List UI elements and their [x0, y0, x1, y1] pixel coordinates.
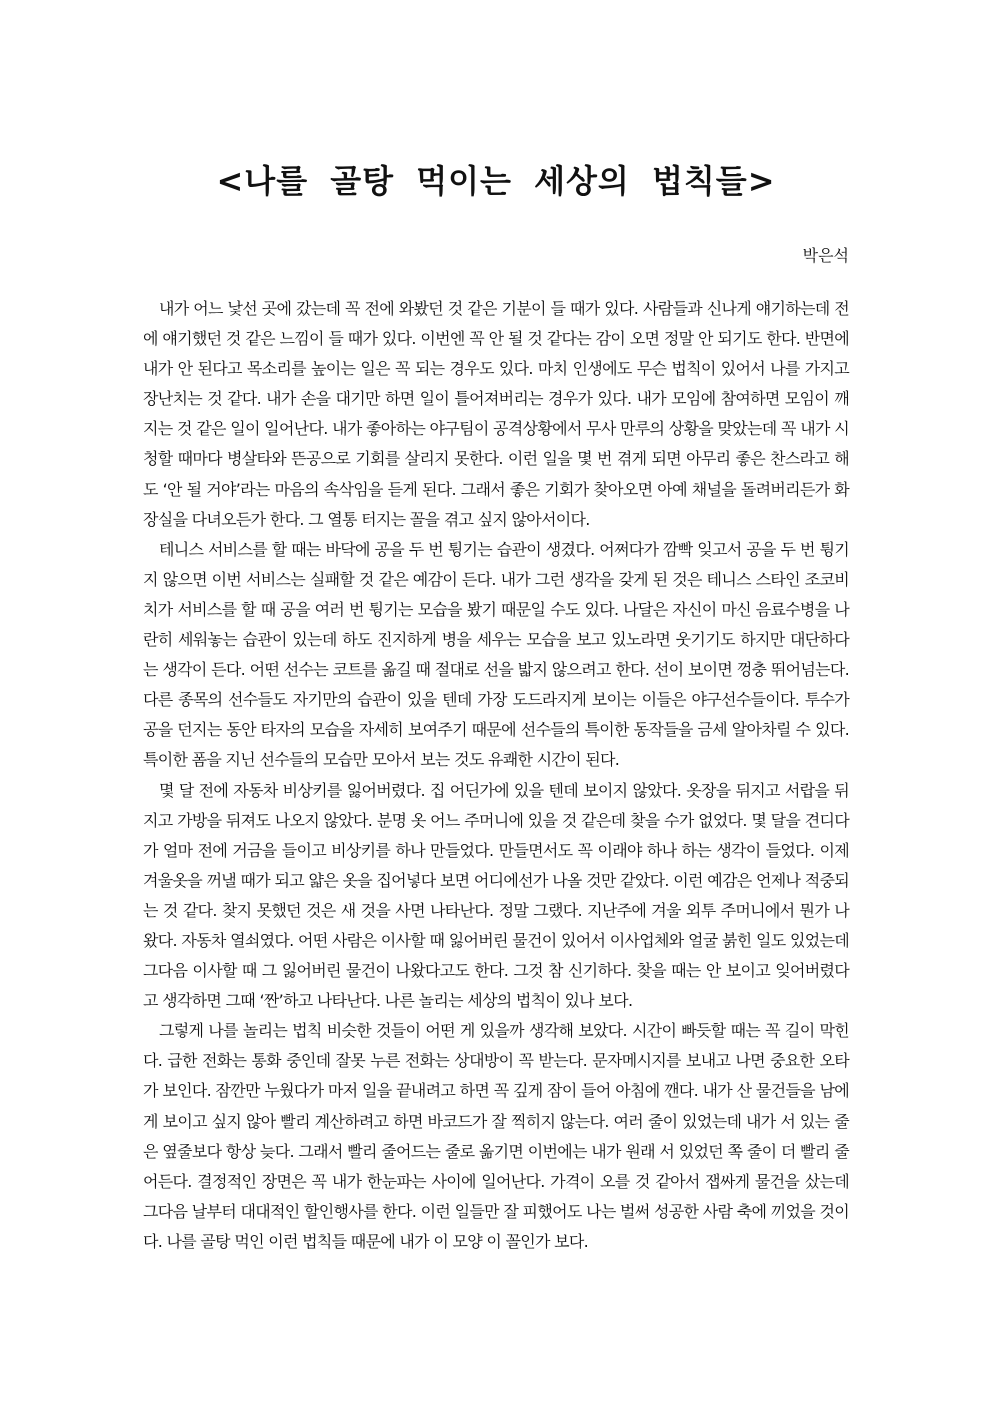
paragraph: 그렇게 나를 놀리는 법칙 비슷한 것들이 어떤 게 있을까 생각해 보았다. 시간이 빠듯할 때는 꼭 길이 막힌다. 급한 전화는 통화 중인데 잘못 누른 전화는 상대방이 꼭 받는다. 문자메시지를 보내고 나면 중요한 오타가 보인다. 잠깐만 누웠다가 마저 일을 끝내려고 하면 꼭 깊게 잠이 들어 아침에 깬다. 내가 산 물건들을 남에게 보이고 싶지 않아 빨리 계산하려고 하면 바코드가 잘 찍히지 않는다. 여러 줄이 있었는데 내가 서 있는 줄은 옆줄보다 항상 늦다. 그래서 빨리 줄어드는 줄로 옮기면 이번에는 내가 원래 서 있었던 쪽 줄이 더 빨리 줄어든다. 결정적인 장면은 꼭 내가 한눈파는 사이에 일어난다. 가격이 오를 것 같아서 잽싸게 물건을 샀는데 그다음 날부터 대대적인 할인행사를 한다. 이런 일들만 잘 피했어도 나는 벌써 성공한 사람 축에 끼었을 것이다. 나를 골탕 먹인 이런 법칙들 때문에 내가 이 모양 이 꼴인가 보다. [143, 1021, 849, 1251]
document-body [143, 294, 849, 1257]
document-title: <나를 골탕 먹이는 세상의 법칙들> [216, 162, 776, 200]
paragraph: 테니스 서비스를 할 때는 바닥에 공을 두 번 튕기는 습관이 생겼다. 어쩌다가 깜빡 잊고서 공을 두 번 튕기지 않으면 이번 서비스는 실패할 것 같은 예감이 든다. 내가 그런 생각을 갖게 된 것은 테니스 스타인 조코비치가 서비스를 할 때 공을 여러 번 튕기는 모습을 봤기 때문일 수도 있다. 나달은 자신이 마신 음료수병을 나란히 세워놓는 습관이 있는데 하도 진지하게 병을 세우는 모습을 보고 있노라면 웃기기도 하지만 대단하다는 생각이 든다. 어떤 선수는 코트를 옮길 때 절대로 선을 밟지 않으려고 한다. 선이 보이면 껑충 뛰어넘는다. 다른 종목의 선수들도 자기만의 습관이 있을 텐데 가장 도드라지게 보이는 이들은 야구선수들이다. 투수가 공을 던지는 동안 타자의 모습을 자세히 보여주기 때문에 선수들의 특이한 동작들을 금세 알아차릴 수 있다. 특이한 폼을 지닌 선수들의 모습만 모아서 보는 것도 유쾌한 시간이 된다. [143, 539, 849, 770]
paragraph: 내가 어느 낯선 곳에 갔는데 꼭 전에 와봤던 것 같은 기분이 들 때가 있다. 사람들과 신나게 얘기하는데 전에 얘기했던 것 같은 느낌이 들 때가 있다. 이번엔 꼭 안 될 것 같다는 감이 오면 정말 안 되기도 한다. 반면에 내가 안 된다고 목소리를 높이는 일은 꼭 되는 경우도 있다. 마치 인생에도 무슨 법칙이 있어서 나를 가지고 장난치는 것 같다. 내가 손을 대기만 하면 일이 틀어져버리는 경우가 있다. 내가 모임에 참여하면 모임이 깨지는 것 같은 일이 일어난다. 내가 좋아하는 야구팀이 공격상황에서 무사 만루의 상황을 맞았는데 꼭 내가 시청할 때마다 병살타와 뜬공으로 기회를 살리지 못한다. 이런 일을 몇 번 겪게 되면 아무리 좋은 찬스라고 해도 ‘안 될 거야’라는 마음의 속삭임을 듣게 된다. 그래서 좋은 기회가 찾아오면 아예 채널을 돌려버리든가 화장실을 다녀오든가 한다. 그 열통 터지는 꼴을 겪고 싶지 않아서이다. [143, 299, 849, 529]
author-name: 박은석 [802, 246, 849, 265]
paragraph: 몇 달 전에 자동차 비상키를 잃어버렸다. 집 어딘가에 있을 텐데 보이지 않았다. 옷장을 뒤지고 서랍을 뒤지고 가방을 뒤져도 나오지 않았다. 분명 옷 어느 주머니에 있을 것 같은데 찾을 수가 없었다. 몇 달을 견디다가 얼마 전에 거금을 들이고 비상키를 하나 만들었다. 만들면서도 꼭 이래야 하나 하는 생각이 들었다. 이제 겨울옷을 꺼낼 때가 되고 얇은 옷을 집어넣다 보면 어디에선가 나올 것만 같았다. 이런 예감은 언제나 적중되는 것 같다. 찾지 못했던 것은 새 것을 사면 나타난다. 정말 그랬다. 지난주에 겨울 외투 주머니에서 뭔가 나왔다. 자동차 열쇠였다. 어떤 사람은 이사할 때 잃어버린 물건이 있어서 이사업체와 얼굴 붉힌 일도 있었는데 그다음 이사할 때 그 잃어버린 물건이 나왔다고도 한다. 그것 참 신기하다. 찾을 때는 안 보이고 잊어버렸다고 생각하면 그때 ‘짠’하고 나타난다. 나른 놀리는 세상의 법칙이 있나 보다. [143, 780, 849, 1011]
